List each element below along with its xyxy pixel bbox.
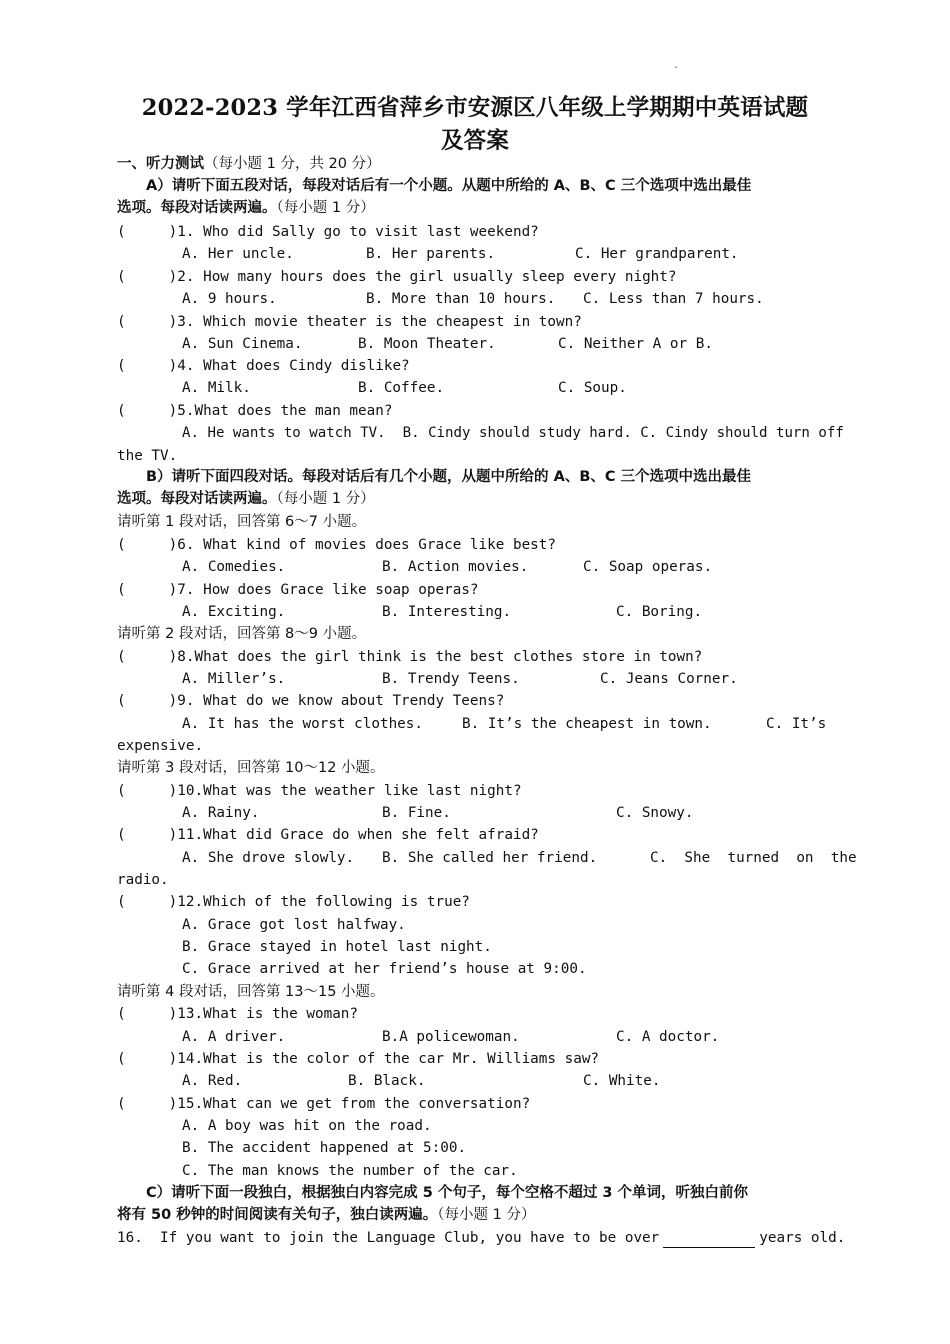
option-b: B. Trendy Teens. <box>382 671 520 687</box>
question-stem: 3. Which movie theater is the cheapest in town? <box>177 314 582 330</box>
partC-instruction-2 <box>117 1205 535 1225</box>
question-6 <box>117 535 556 555</box>
option-c: C. The man knows the number of the car. <box>182 1163 518 1179</box>
partA-instruction-2 <box>117 198 375 218</box>
partC-instr2-note: （每小题 1 分） <box>437 1207 536 1223</box>
option-c: C. White. <box>583 1073 661 1089</box>
option-b: B. More than 10 hours. <box>366 291 556 307</box>
option-c: C. Grace arrived at her friend’s house at 9:00. <box>182 961 587 977</box>
question-stem: 4. What does Cindy dislike? <box>177 358 410 374</box>
dialogue-4-heading: 请听第 4 段对话，回答第 13～15 小题。 <box>117 984 385 1000</box>
options-line: A. He wants to watch TV. B. Cindy should study hard. C. Cindy should turn off <box>182 425 844 441</box>
partB-instr2-note: （每小题 1 分） <box>276 491 375 507</box>
question-stem: 6. What kind of movies does Grace like best? <box>177 537 556 553</box>
question-stem: 1. Who did Sally go to visit last weekend? <box>177 224 539 240</box>
question-stem: 16. If you want to join the Language Club, you have to be over <box>117 1230 660 1246</box>
question-16 <box>117 1228 845 1248</box>
question-stem: 9. What do we know about Trendy Teens? <box>177 693 505 709</box>
answer-paren[interactable]: ( ) <box>117 582 178 598</box>
answer-paren[interactable]: ( ) <box>117 693 178 709</box>
option-a: A. Sun Cinema. <box>182 336 303 352</box>
option-b: B. She called her friend. <box>382 850 598 866</box>
partB-instruction-2 <box>117 489 375 509</box>
question-15 <box>117 1094 530 1114</box>
option-c: C. A doctor. <box>616 1029 720 1045</box>
option-c: C. Snowy. <box>616 805 694 821</box>
option-wrap: expensive. <box>117 738 204 754</box>
option-b: B. Grace stayed in hotel last night. <box>182 939 492 955</box>
option-c: C. Soup. <box>558 380 627 396</box>
answer-paren[interactable]: ( ) <box>117 1006 178 1022</box>
question-12 <box>117 892 470 912</box>
partA-instruction-1: A）请听下面五段对话，每段对话后有一个小题。从题中所给的 A、B、C 三个选项中选出最佳 <box>146 178 752 194</box>
option-c: C. Soap operas. <box>583 559 713 575</box>
question-11 <box>117 825 539 845</box>
question-stem-end: years old. <box>759 1230 846 1246</box>
option-c: C. Less than 7 hours. <box>583 291 764 307</box>
answer-paren[interactable]: ( ) <box>117 314 178 330</box>
option-c: C. Her grandparent. <box>575 246 739 262</box>
option-a: A. Rainy. <box>182 805 260 821</box>
question-stem: 13.What is the woman? <box>177 1006 359 1022</box>
question-stem: 2. How many hours does the girl usually sleep every night? <box>177 269 677 285</box>
option-b: B. Moon Theater. <box>358 336 496 352</box>
question-stem: 7. How does Grace like soap operas? <box>177 582 479 598</box>
question-stem: 8.What does the girl think is the best clothes store in town? <box>177 649 703 665</box>
question-1 <box>117 222 539 242</box>
answer-paren[interactable]: ( ) <box>117 783 178 799</box>
option-a: A. Her uncle. <box>182 246 294 262</box>
partA-instr2-text: 选项。每段对话读两遍。 <box>117 200 277 216</box>
option-a: A. Miller’s. <box>182 671 286 687</box>
answer-paren[interactable]: ( ) <box>117 403 178 419</box>
question-2 <box>117 267 677 287</box>
answer-paren[interactable]: ( ) <box>117 1096 178 1112</box>
partC-instruction-1: C）请听下面一段独白，根据独白内容完成 5 个句子，每个空格不超过 3 个单词，听独白前你 <box>146 1185 749 1201</box>
header-mark: - <box>673 62 680 73</box>
options-wrap: the TV. <box>117 448 178 464</box>
question-14 <box>117 1049 599 1069</box>
exam-title-line2: 及答案 <box>440 128 510 154</box>
question-13 <box>117 1004 358 1024</box>
question-stem: 5.What does the man mean? <box>177 403 393 419</box>
option-a: A. Grace got lost halfway. <box>182 917 406 933</box>
option-b: B. Black. <box>348 1073 426 1089</box>
answer-paren[interactable]: ( ) <box>117 894 178 910</box>
question-stem: 14.What is the color of the car Mr. Williams saw? <box>177 1051 600 1067</box>
section1-title: 一、听力测试 <box>117 156 204 172</box>
question-9 <box>117 691 504 711</box>
answer-paren[interactable]: ( ) <box>117 358 178 374</box>
question-3 <box>117 312 582 332</box>
option-b: B. Her parents. <box>366 246 496 262</box>
option-b: B. Interesting. <box>382 604 512 620</box>
answer-blank[interactable] <box>663 1233 755 1248</box>
dialogue-2-heading: 请听第 2 段对话，回答第 8～9 小题。 <box>117 626 367 642</box>
option-c: C. Boring. <box>616 604 703 620</box>
partC-instr2-text: 将有 50 秒钟的时间阅读有关句子，独白读两遍。 <box>117 1207 438 1223</box>
option-c: C. Neither A or B. <box>558 336 713 352</box>
dialogue-3-heading: 请听第 3 段对话，回答第 10～12 小题。 <box>117 760 385 776</box>
option-b: B. The accident happened at 5:00. <box>182 1140 467 1156</box>
option-b: B. Action movies. <box>382 559 529 575</box>
option-a: A. Comedies. <box>182 559 286 575</box>
option-c: C. Jeans Corner. <box>600 671 738 687</box>
question-stem: 10.What was the weather like last night? <box>177 783 522 799</box>
question-stem: 11.What did Grace do when she felt afraid? <box>177 827 539 843</box>
partB-instr2-text: 选项。每段对话读两遍。 <box>117 491 277 507</box>
question-stem: 15.What can we get from the conversation? <box>177 1096 531 1112</box>
exam-title-line1: 2022-2023 学年江西省萍乡市安源区八年级上学期期中英语试题 <box>141 95 809 121</box>
option-c: C. She turned on the <box>650 850 857 866</box>
answer-paren[interactable]: ( ) <box>117 537 178 553</box>
option-a: A. A boy was hit on the road. <box>182 1118 432 1134</box>
option-a: A. It has the worst clothes. <box>182 716 424 732</box>
option-a: A. Exciting. <box>182 604 286 620</box>
question-10 <box>117 781 522 801</box>
option-a: A. Red. <box>182 1073 243 1089</box>
question-7 <box>117 580 479 600</box>
option-b: B. Coffee. <box>358 380 445 396</box>
option-a: A. Milk. <box>182 380 251 396</box>
option-b: B.A policewoman. <box>382 1029 520 1045</box>
question-8 <box>117 647 702 667</box>
section1-heading <box>117 154 381 174</box>
option-c: C. It’s <box>766 716 827 732</box>
answer-paren[interactable]: ( ) <box>117 224 178 240</box>
answer-paren[interactable]: ( ) <box>117 269 178 285</box>
answer-paren[interactable]: ( ) <box>117 649 178 665</box>
question-5 <box>117 401 392 421</box>
question-4 <box>117 356 410 376</box>
option-b: B. Fine. <box>382 805 451 821</box>
option-b: B. It’s the cheapest in town. <box>462 716 712 732</box>
answer-paren[interactable]: ( ) <box>117 827 178 843</box>
option-wrap: radio. <box>117 872 169 888</box>
option-a: A. She drove slowly. <box>182 850 355 866</box>
question-stem: 12.Which of the following is true? <box>177 894 470 910</box>
option-a: A. 9 hours. <box>182 291 277 307</box>
partB-instruction-1: B）请听下面四段对话。每段对话后有几个小题，从题中所给的 A、B、C 三个选项中选出最佳 <box>146 469 752 485</box>
partA-instr2-note: （每小题 1 分） <box>276 200 375 216</box>
dialogue-1-heading: 请听第 1 段对话，回答第 6～7 小题。 <box>117 514 367 530</box>
option-a: A. A driver. <box>182 1029 286 1045</box>
answer-paren[interactable]: ( ) <box>117 1051 178 1067</box>
section1-note: （每小题 1 分，共 20 分） <box>204 156 381 172</box>
